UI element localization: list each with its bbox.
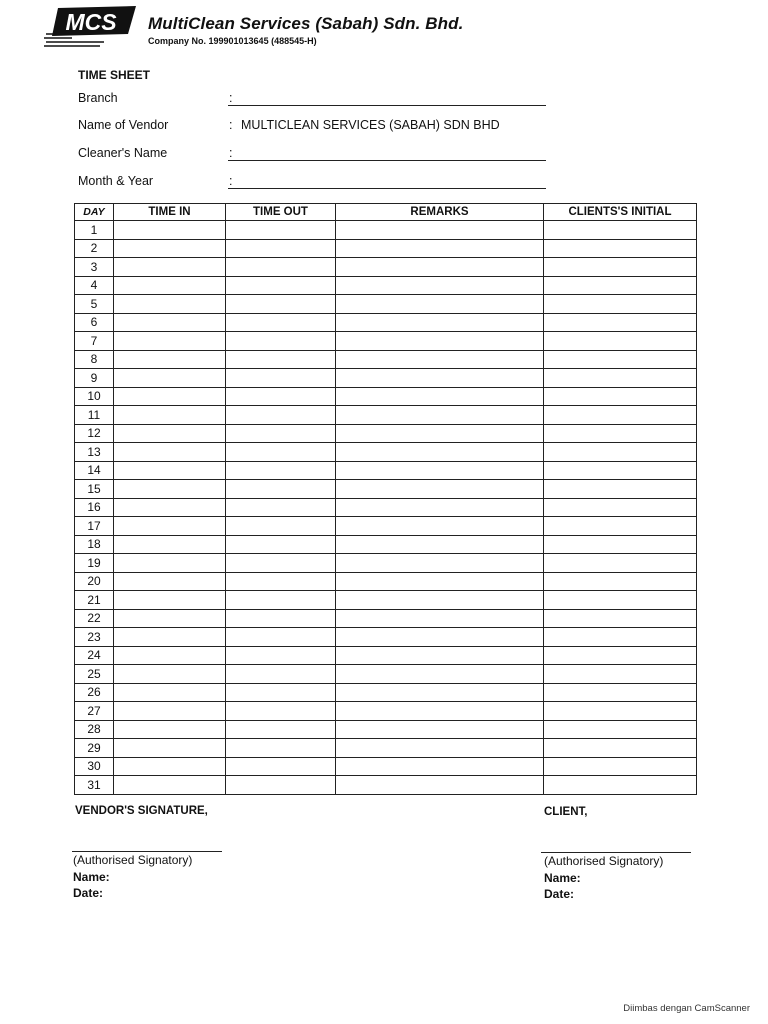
table-row: [75, 683, 697, 702]
table-row: [75, 350, 697, 369]
client-signature-line[interactable]: [541, 852, 691, 853]
clients-initial-cell[interactable]: [544, 498, 697, 517]
remarks-cell[interactable]: [336, 517, 544, 536]
table-row: [75, 369, 697, 388]
client-date-label: Date:: [544, 887, 575, 901]
table-row: [75, 480, 697, 499]
time-out-cell[interactable]: [226, 369, 336, 388]
time-in-cell[interactable]: [114, 609, 226, 628]
day-number-cell: 11: [75, 406, 114, 425]
clients-initial-cell[interactable]: [544, 443, 697, 462]
day-number-cell: 26: [75, 683, 114, 702]
day-number-cell: 1: [75, 221, 114, 240]
client-name-label: Name:: [544, 871, 581, 885]
time-out-cell[interactable]: [226, 313, 336, 332]
remarks-cell[interactable]: [336, 498, 544, 517]
column-header-time-out: TIME OUT: [226, 204, 336, 221]
field-label: Branch: [78, 91, 118, 105]
remarks-cell[interactable]: [336, 665, 544, 684]
vendor-name-label: Name:: [73, 870, 110, 884]
field-colon: :: [229, 174, 233, 188]
time-out-cell[interactable]: [226, 591, 336, 610]
clients-initial-cell[interactable]: [544, 276, 697, 295]
remarks-cell[interactable]: [336, 554, 544, 573]
vendor-signature-line[interactable]: [72, 851, 222, 852]
clients-initial-cell[interactable]: [544, 554, 697, 573]
time-out-cell[interactable]: [226, 776, 336, 795]
table-row: [75, 424, 697, 443]
time-in-cell[interactable]: [114, 739, 226, 758]
day-number-cell: 10: [75, 387, 114, 406]
time-out-cell[interactable]: [226, 480, 336, 499]
table-row: [75, 332, 697, 351]
day-number-cell: 23: [75, 628, 114, 647]
time-in-cell[interactable]: [114, 776, 226, 795]
remarks-cell[interactable]: [336, 535, 544, 554]
time-out-cell[interactable]: [226, 535, 336, 554]
time-in-cell[interactable]: [114, 535, 226, 554]
table-row: [75, 554, 697, 573]
remarks-cell[interactable]: [336, 572, 544, 591]
table-row: [75, 276, 697, 295]
time-out-cell[interactable]: [226, 387, 336, 406]
time-in-cell[interactable]: [114, 387, 226, 406]
remarks-cell[interactable]: [336, 461, 544, 480]
remarks-cell[interactable]: [336, 276, 544, 295]
remarks-cell[interactable]: [336, 387, 544, 406]
clients-initial-cell[interactable]: [544, 350, 697, 369]
table-row: [75, 387, 697, 406]
field-label: Cleaner's Name: [78, 146, 168, 160]
time-out-cell[interactable]: [226, 517, 336, 536]
time-out-cell[interactable]: [226, 443, 336, 462]
table-row: [75, 461, 697, 480]
time-in-cell[interactable]: [114, 665, 226, 684]
remarks-cell[interactable]: [336, 646, 544, 665]
clients-initial-cell[interactable]: [544, 517, 697, 536]
day-number-cell: 25: [75, 665, 114, 684]
clients-initial-cell[interactable]: [544, 776, 697, 795]
clients-initial-cell[interactable]: [544, 720, 697, 739]
time-in-cell[interactable]: [114, 276, 226, 295]
table-row: [75, 646, 697, 665]
table-row: [75, 313, 697, 332]
table-row: [75, 776, 697, 795]
table-row: [75, 572, 697, 591]
clients-initial-cell[interactable]: [544, 332, 697, 351]
time-in-cell[interactable]: [114, 498, 226, 517]
clients-initial-cell[interactable]: [544, 572, 697, 591]
clients-initial-cell[interactable]: [544, 258, 697, 277]
time-out-cell[interactable]: [226, 702, 336, 721]
time-out-cell[interactable]: [226, 406, 336, 425]
remarks-cell[interactable]: [336, 350, 544, 369]
time-out-cell[interactable]: [226, 683, 336, 702]
field-colon: :: [229, 118, 233, 132]
time-out-cell[interactable]: [226, 276, 336, 295]
column-header-clients-initial: CLIENTS'S INITIAL: [544, 204, 697, 221]
day-number-cell: 27: [75, 702, 114, 721]
remarks-cell[interactable]: [336, 258, 544, 277]
table-row: [75, 720, 697, 739]
clients-initial-cell[interactable]: [544, 406, 697, 425]
field-underline: [228, 160, 546, 161]
table-row: [75, 221, 697, 240]
day-number-cell: 28: [75, 720, 114, 739]
time-in-cell[interactable]: [114, 628, 226, 647]
day-number-cell: 17: [75, 517, 114, 536]
day-number-cell: 22: [75, 609, 114, 628]
time-out-cell[interactable]: [226, 720, 336, 739]
time-out-cell[interactable]: [226, 350, 336, 369]
remarks-cell[interactable]: [336, 591, 544, 610]
time-out-cell[interactable]: [226, 332, 336, 351]
vendor-date-label: Date:: [73, 886, 104, 900]
time-out-cell[interactable]: [226, 239, 336, 258]
timesheet-table: [74, 203, 697, 795]
table-row: [75, 443, 697, 462]
clients-initial-cell[interactable]: [544, 628, 697, 647]
clients-initial-cell[interactable]: [544, 646, 697, 665]
day-number-cell: 20: [75, 572, 114, 591]
time-in-cell[interactable]: [114, 720, 226, 739]
table-row: [75, 258, 697, 277]
table-row: [75, 739, 697, 758]
remarks-cell[interactable]: [336, 609, 544, 628]
clients-initial-cell[interactable]: [544, 683, 697, 702]
remarks-cell[interactable]: [336, 702, 544, 721]
remarks-cell[interactable]: [336, 757, 544, 776]
day-number-cell: 14: [75, 461, 114, 480]
clients-initial-cell[interactable]: [544, 239, 697, 258]
time-out-cell[interactable]: [226, 258, 336, 277]
table-header-row: [75, 204, 697, 221]
time-out-cell[interactable]: [226, 295, 336, 314]
day-number-cell: 7: [75, 332, 114, 351]
vendor-authorised-signatory: (Authorised Signatory): [73, 853, 193, 867]
time-out-cell[interactable]: [226, 554, 336, 573]
table-row: [75, 591, 697, 610]
clients-initial-cell[interactable]: [544, 424, 697, 443]
clients-initial-cell[interactable]: [544, 757, 697, 776]
clients-initial-cell[interactable]: [544, 702, 697, 721]
time-out-cell[interactable]: [226, 646, 336, 665]
table-row: [75, 609, 697, 628]
column-header-day: DAY: [75, 204, 114, 221]
time-in-cell[interactable]: [114, 221, 226, 240]
field-value[interactable]: MULTICLEAN SERVICES (SABAH) SDN BHD: [241, 118, 500, 132]
form-title: TIME SHEET: [78, 68, 151, 82]
table-row: [75, 757, 697, 776]
company-number: Company No. 199901013645 (488545-H): [148, 36, 317, 46]
time-out-cell[interactable]: [226, 498, 336, 517]
table-row: [75, 628, 697, 647]
company-name: MultiClean Services (Sabah) Sdn. Bhd.: [148, 14, 464, 33]
clients-initial-cell[interactable]: [544, 665, 697, 684]
day-number-cell: 13: [75, 443, 114, 462]
time-in-cell[interactable]: [114, 406, 226, 425]
time-in-cell[interactable]: [114, 572, 226, 591]
remarks-cell[interactable]: [336, 776, 544, 795]
time-out-cell[interactable]: [226, 424, 336, 443]
day-number-cell: 6: [75, 313, 114, 332]
clients-initial-cell[interactable]: [544, 739, 697, 758]
clients-initial-cell[interactable]: [544, 591, 697, 610]
day-number-cell: 5: [75, 295, 114, 314]
day-number-cell: 31: [75, 776, 114, 795]
day-number-cell: 8: [75, 350, 114, 369]
client-label: CLIENT,: [544, 806, 588, 818]
time-in-cell[interactable]: [114, 554, 226, 573]
field-underline: [228, 188, 546, 189]
day-number-cell: 2: [75, 239, 114, 258]
time-in-cell[interactable]: [114, 683, 226, 702]
clients-initial-cell[interactable]: [544, 369, 697, 388]
table-row: [75, 295, 697, 314]
clients-initial-cell[interactable]: [544, 313, 697, 332]
field-colon: :: [229, 146, 233, 160]
time-in-cell[interactable]: [114, 313, 226, 332]
day-number-cell: 24: [75, 646, 114, 665]
time-in-cell[interactable]: [114, 258, 226, 277]
field-colon: :: [229, 91, 233, 105]
company-header: [148, 14, 463, 46]
table-row: [75, 702, 697, 721]
client-authorised-signatory: (Authorised Signatory): [544, 854, 664, 868]
time-in-cell[interactable]: [114, 350, 226, 369]
clients-initial-cell[interactable]: [544, 295, 697, 314]
time-out-cell[interactable]: [226, 757, 336, 776]
remarks-cell[interactable]: [336, 683, 544, 702]
time-in-cell[interactable]: [114, 443, 226, 462]
remarks-cell[interactable]: [336, 424, 544, 443]
table-row: [75, 517, 697, 536]
remarks-cell[interactable]: [336, 332, 544, 351]
mcs-logo: [44, 4, 138, 50]
remarks-cell[interactable]: [336, 295, 544, 314]
clients-initial-cell[interactable]: [544, 609, 697, 628]
table-row: [75, 406, 697, 425]
svg-text:MCS: MCS: [65, 9, 117, 35]
table-row: [75, 535, 697, 554]
table-row: [75, 239, 697, 258]
remarks-cell[interactable]: [336, 739, 544, 758]
time-out-cell[interactable]: [226, 461, 336, 480]
day-number-cell: 15: [75, 480, 114, 499]
day-number-cell: 9: [75, 369, 114, 388]
column-header-remarks: REMARKS: [336, 204, 544, 221]
time-in-cell[interactable]: [114, 461, 226, 480]
day-number-cell: 4: [75, 276, 114, 295]
remarks-cell[interactable]: [336, 443, 544, 462]
field-underline: [228, 105, 546, 106]
remarks-cell[interactable]: [336, 239, 544, 258]
remarks-cell[interactable]: [336, 720, 544, 739]
remarks-cell[interactable]: [336, 406, 544, 425]
time-out-cell[interactable]: [226, 221, 336, 240]
clients-initial-cell[interactable]: [544, 221, 697, 240]
clients-initial-cell[interactable]: [544, 387, 697, 406]
day-number-cell: 21: [75, 591, 114, 610]
time-in-cell[interactable]: [114, 646, 226, 665]
clients-initial-cell[interactable]: [544, 480, 697, 499]
time-in-cell[interactable]: [114, 295, 226, 314]
day-number-cell: 12: [75, 424, 114, 443]
timesheet-body: [75, 221, 697, 795]
time-in-cell[interactable]: [114, 239, 226, 258]
remarks-cell[interactable]: [336, 369, 544, 388]
clients-initial-cell[interactable]: [544, 535, 697, 554]
day-number-cell: 29: [75, 739, 114, 758]
table-row: [75, 498, 697, 517]
clients-initial-cell[interactable]: [544, 461, 697, 480]
time-in-cell[interactable]: [114, 369, 226, 388]
time-in-cell[interactable]: [114, 591, 226, 610]
time-in-cell[interactable]: [114, 424, 226, 443]
day-number-cell: 18: [75, 535, 114, 554]
remarks-cell[interactable]: [336, 480, 544, 499]
time-in-cell[interactable]: [114, 702, 226, 721]
day-number-cell: 3: [75, 258, 114, 277]
time-out-cell[interactable]: [226, 739, 336, 758]
time-out-cell[interactable]: [226, 628, 336, 647]
vendor-signature-label: VENDOR'S SIGNATURE,: [75, 805, 208, 817]
field-label: Month & Year: [78, 174, 154, 188]
time-in-cell[interactable]: [114, 517, 226, 536]
scanner-watermark: Diimbas dengan CamScanner: [623, 1003, 750, 1014]
remarks-cell[interactable]: [336, 628, 544, 647]
table-row: [75, 665, 697, 684]
remarks-cell[interactable]: [336, 221, 544, 240]
day-number-cell: 19: [75, 554, 114, 573]
time-out-cell[interactable]: [226, 665, 336, 684]
day-number-cell: 30: [75, 757, 114, 776]
time-in-cell[interactable]: [114, 757, 226, 776]
time-out-cell[interactable]: [226, 609, 336, 628]
remarks-cell[interactable]: [336, 313, 544, 332]
time-out-cell[interactable]: [226, 572, 336, 591]
time-in-cell[interactable]: [114, 480, 226, 499]
column-header-time-in: TIME IN: [114, 204, 226, 221]
time-in-cell[interactable]: [114, 332, 226, 351]
field-label: Name of Vendor: [78, 118, 169, 132]
day-number-cell: 16: [75, 498, 114, 517]
